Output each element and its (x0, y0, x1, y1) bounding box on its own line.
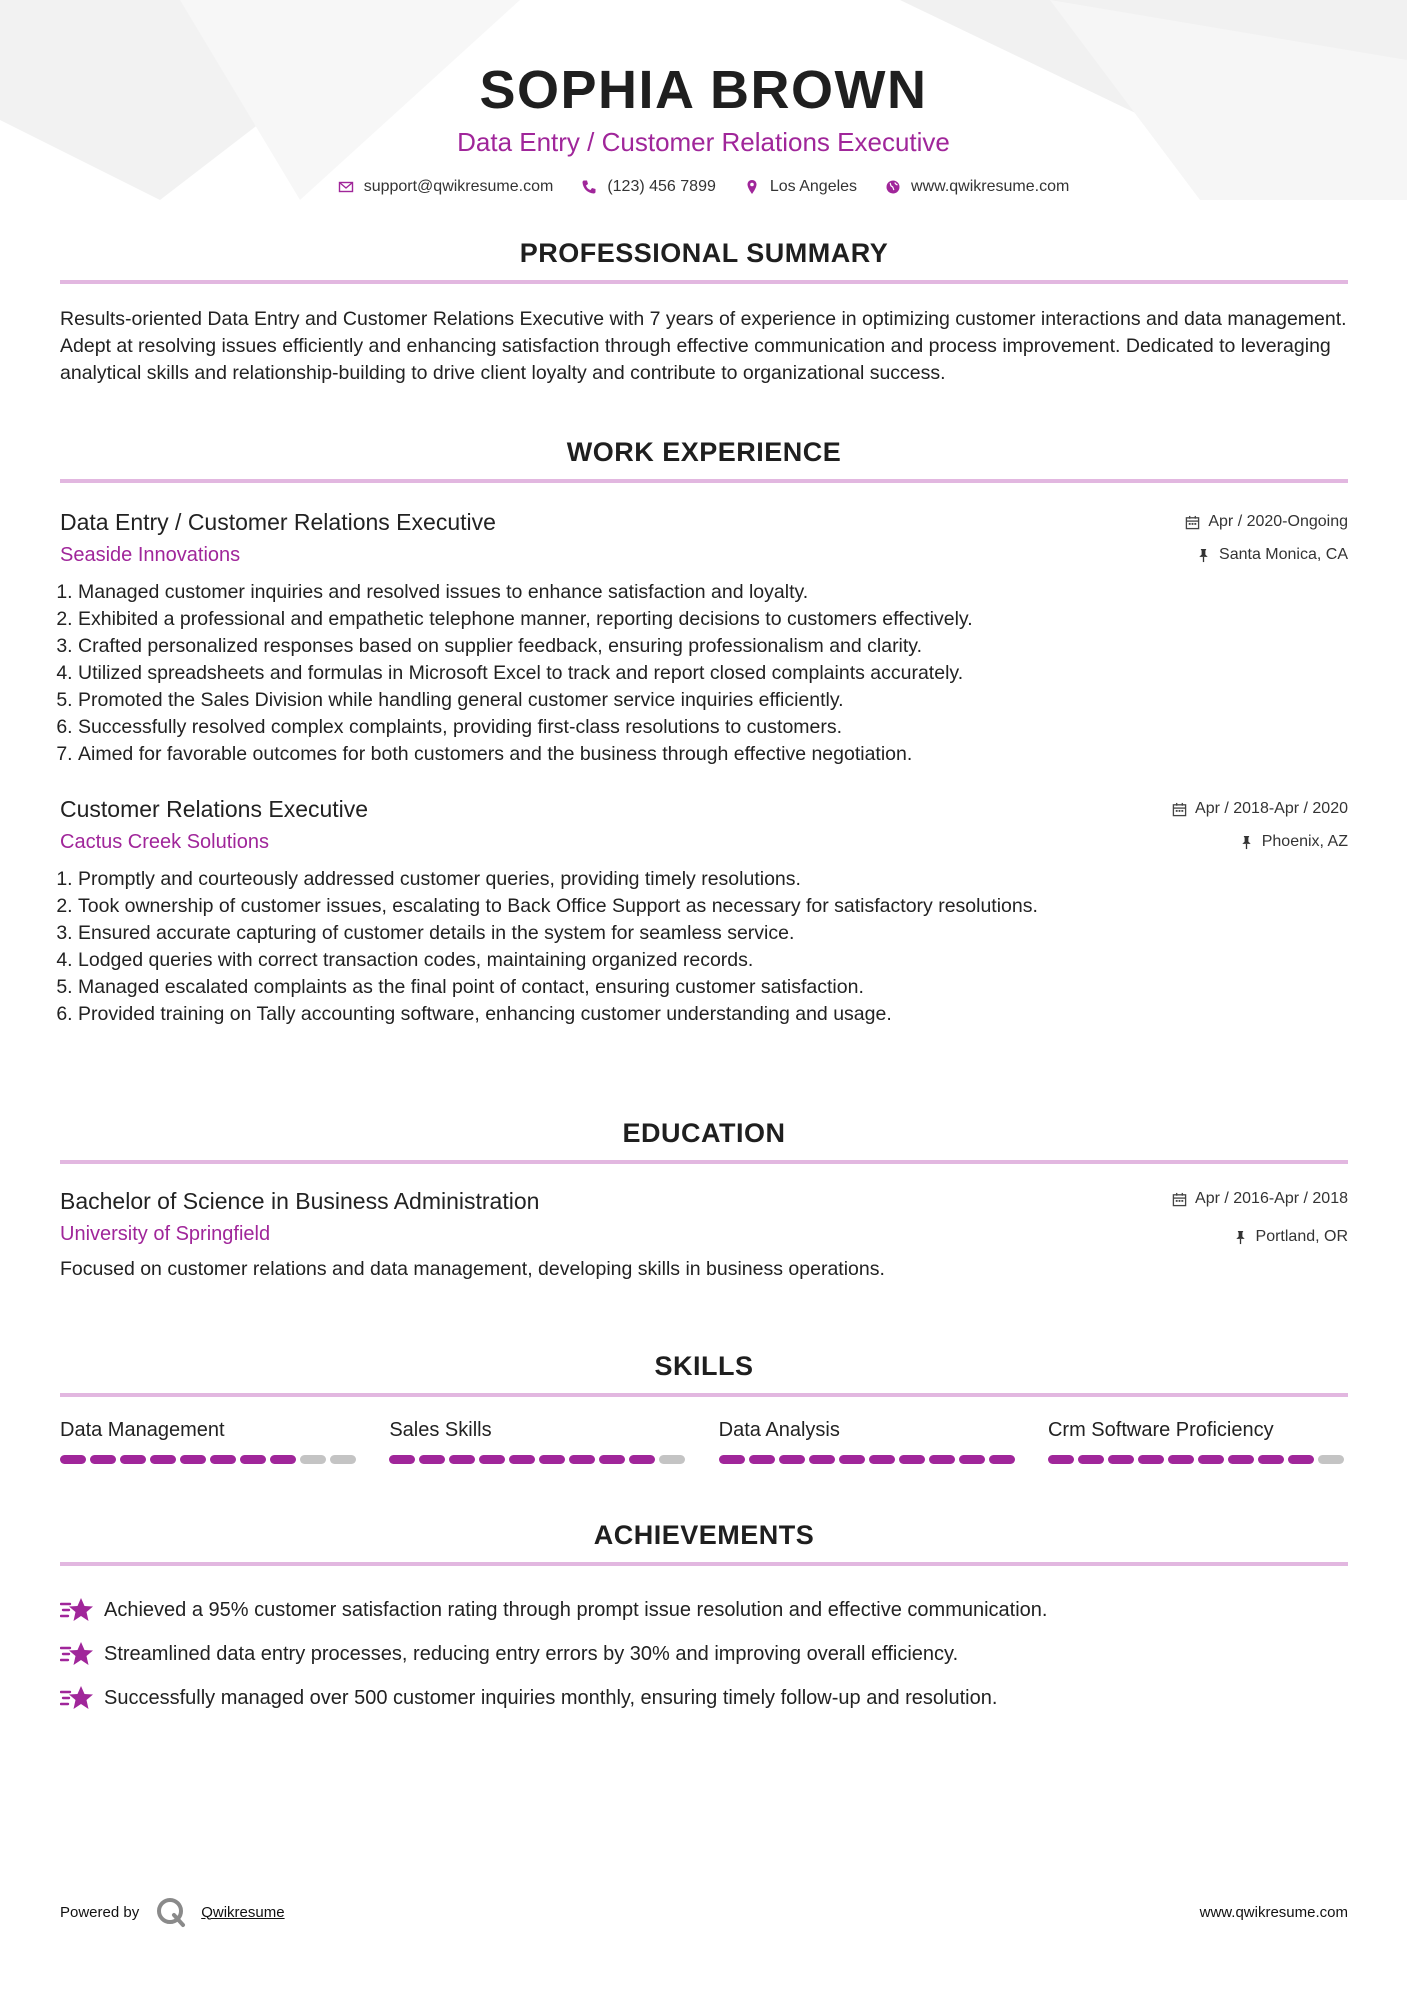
section-divider (60, 280, 1348, 284)
skill-name: Data Analysis (718, 1419, 840, 1441)
skill-segment-filled (539, 1455, 565, 1464)
skill-segment-filled (899, 1455, 925, 1464)
skills-heading: SKILLS (654, 1351, 754, 1381)
skill-segment-filled (779, 1455, 805, 1464)
skill-segment-filled (210, 1455, 236, 1464)
skill-segment-filled (749, 1455, 775, 1464)
skill-segment-filled (1078, 1455, 1104, 1464)
skill-segment-filled (389, 1455, 415, 1464)
list-item: 3. Crafted personalized responses based on supplier feedback, ensuring professionalism and clarity. (78, 633, 1348, 660)
section-divider (60, 1562, 1348, 1566)
job-company: Seaside Innovations (60, 544, 241, 566)
powered-by (60, 1896, 285, 1928)
skill-item (60, 1417, 360, 1464)
globe-icon (885, 179, 901, 195)
skill-segment-filled (90, 1455, 116, 1464)
skill-segment-filled (869, 1455, 895, 1464)
skill-segment-filled (959, 1455, 985, 1464)
job-title: Data Entry / Customer Relations Executive (60, 509, 496, 535)
achievements-list (60, 1588, 1348, 1720)
contact-website[interactable] (885, 178, 1069, 196)
achievement-text: Successfully managed over 500 customer inquiries monthly, ensuring timely follow-up and resolution. (104, 1686, 998, 1709)
achievement-item (60, 1588, 1348, 1632)
list-item: 3. Ensured accurate capturing of customer details in the system for seamless service. (78, 920, 1348, 947)
achievement-item (60, 1632, 1348, 1676)
skill-segment-filled (599, 1455, 625, 1464)
skill-segment-filled (419, 1455, 445, 1464)
calendar-icon (1172, 1192, 1187, 1207)
job-entry (60, 507, 1348, 768)
candidate-name: SOPHIA BROWN (479, 60, 928, 120)
education-description: Focused on customer relations and data management, developing skills in business operations. (60, 1258, 885, 1280)
skill-segment-filled (60, 1455, 86, 1464)
skill-segment-empty (330, 1455, 356, 1464)
skill-item (1048, 1417, 1348, 1464)
skills-row (60, 1417, 1348, 1464)
education-dates (1172, 1189, 1348, 1209)
education-location (1172, 1227, 1348, 1247)
job-dates (1185, 512, 1348, 532)
list-item: 4. Utilized spreadsheets and formulas in Microsoft Excel to track and report closed complaints accurately. (78, 660, 1348, 687)
job-location-text: Phoenix, AZ (1261, 833, 1348, 850)
phone-icon (581, 179, 597, 195)
job-dates (1172, 799, 1348, 819)
page-footer (60, 1896, 1348, 1928)
list-item: 6. Provided training on Tally accounting software, enhancing customer understanding and usage. (78, 1001, 1348, 1028)
list-item: 5. Promoted the Sales Division while handling general customer service inquiries efficiently. (78, 687, 1348, 714)
calendar-icon (1185, 515, 1200, 530)
email-text: support@qwikresume.com (363, 178, 554, 195)
calendar-icon (1172, 802, 1187, 817)
summary-heading: PROFESSIONAL SUMMARY (519, 238, 889, 268)
education-entry (60, 1186, 1348, 1283)
skill-name: Data Management (60, 1419, 225, 1441)
skill-segment-filled (629, 1455, 655, 1464)
job-dates-text: Apr / 2018-Apr / 2020 (1195, 800, 1348, 817)
job-title: Customer Relations Executive (60, 796, 369, 822)
skill-segment-filled (1258, 1455, 1284, 1464)
job-meta (1172, 799, 1348, 852)
skill-item (719, 1417, 1019, 1464)
star-icon (60, 1684, 94, 1712)
skill-segment-filled (1288, 1455, 1314, 1464)
skill-segment-filled (929, 1455, 955, 1464)
skill-segment-empty (300, 1455, 326, 1464)
contact-row (0, 178, 1407, 196)
skill-segment-filled (719, 1455, 745, 1464)
achievement-text: Streamlined data entry processes, reducing entry errors by 30% and improving overall efficiency. (104, 1642, 959, 1665)
list-item: 7. Aimed for favorable outcomes for both customers and the business through effective negotiation. (78, 741, 1348, 768)
skill-segment-filled (1228, 1455, 1254, 1464)
section-divider (60, 1393, 1348, 1397)
star-icon (60, 1596, 94, 1624)
skill-segment-filled (1168, 1455, 1194, 1464)
location-text: Los Angeles (769, 178, 858, 195)
footer-website[interactable]: www.qwikresume.com (1199, 1903, 1348, 1921)
powered-by-text: Powered by (60, 1903, 140, 1921)
education-location-text: Portland, OR (1255, 1228, 1348, 1245)
star-icon (60, 1640, 94, 1668)
list-item: 1. Promptly and courteously addressed customer queries, providing timely resolutions. (78, 866, 1348, 893)
skill-segment-filled (989, 1455, 1015, 1464)
contact-email[interactable] (338, 178, 554, 196)
skill-segment-filled (479, 1455, 505, 1464)
list-item: 2. Exhibited a professional and empathetic telephone manner, reporting decisions to customers effectively. (78, 606, 1348, 633)
skill-level-bar (719, 1455, 1019, 1464)
skill-segment-filled (839, 1455, 865, 1464)
map-pin-icon (744, 179, 760, 195)
job-dates-text: Apr / 2020-Ongoing (1208, 513, 1348, 530)
skill-segment-filled (449, 1455, 475, 1464)
skill-segment-empty (659, 1455, 685, 1464)
pushpin-icon (1233, 1230, 1248, 1245)
skill-segment-filled (809, 1455, 835, 1464)
resume-header (0, 0, 1407, 196)
section-divider (60, 479, 1348, 483)
achievements-heading: ACHIEVEMENTS (593, 1520, 815, 1550)
skill-name: Sales Skills (389, 1419, 492, 1441)
qwikresume-link[interactable]: Qwikresume (201, 1903, 285, 1921)
job-company: Cactus Creek Solutions (60, 831, 269, 853)
job-location (1185, 545, 1348, 565)
pushpin-icon (1196, 548, 1211, 563)
achievements-section (60, 1518, 1348, 1720)
skill-level-bar (60, 1455, 360, 1464)
job-entry (60, 794, 1348, 1028)
skill-segment-empty (1318, 1455, 1344, 1464)
skill-segment-filled (1138, 1455, 1164, 1464)
job-duties (60, 866, 1348, 1028)
envelope-icon (338, 179, 354, 195)
skill-level-bar (389, 1455, 689, 1464)
list-item: 5. Managed escalated complaints as the final point of contact, ensuring customer satisfaction. (78, 974, 1348, 1001)
qwikresume-logo-icon (155, 1896, 187, 1928)
job-meta (1185, 512, 1348, 565)
education-heading: EDUCATION (622, 1118, 786, 1148)
contact-location (744, 178, 857, 196)
job-location-text: Santa Monica, CA (1219, 546, 1348, 563)
website-text: www.qwikresume.com (911, 178, 1070, 195)
contact-phone[interactable] (581, 178, 716, 196)
candidate-title: Data Entry / Customer Relations Executive (457, 127, 950, 157)
list-item: 1. Managed customer inquiries and resolved issues to enhance satisfaction and loyalty. (78, 579, 1348, 606)
skill-segment-filled (569, 1455, 595, 1464)
list-item: 2. Took ownership of customer issues, escalating to Back Office Support as necessary for satisfactory resolutions. (78, 893, 1348, 920)
summary-section (60, 236, 1348, 387)
section-divider (60, 1160, 1348, 1164)
skill-segment-filled (509, 1455, 535, 1464)
achievement-text: Achieved a 95% customer satisfaction rating through prompt issue resolution and effective communication. (104, 1598, 1048, 1621)
school-name: University of Springfield (60, 1223, 271, 1245)
skill-segment-filled (1108, 1455, 1134, 1464)
degree-title: Bachelor of Science in Business Administration (60, 1188, 540, 1214)
job-duties (60, 579, 1348, 768)
summary-text: Results-oriented Data Entry and Customer Relations Executive with 7 years of experience in optimizing customer interactions and data management. Adept at resolving issues efficiently and enhancing satisfaction through effective communication and process improvement. Dedicated to leveraging analytical skills and relationship-building to drive client loyalty and contribute to organizational success. (60, 308, 1347, 384)
job-location (1172, 832, 1348, 852)
skill-segment-filled (150, 1455, 176, 1464)
education-dates-text: Apr / 2016-Apr / 2018 (1195, 1190, 1348, 1207)
skill-segment-filled (180, 1455, 206, 1464)
experience-section (60, 435, 1348, 1028)
pushpin-icon (1239, 835, 1254, 850)
education-meta (1172, 1189, 1348, 1247)
list-item: 4. Lodged queries with correct transaction codes, maintaining organized records. (78, 947, 1348, 974)
skill-segment-filled (240, 1455, 266, 1464)
skill-segment-filled (120, 1455, 146, 1464)
phone-text: (123) 456 7899 (607, 178, 716, 195)
skill-segment-filled (1048, 1455, 1074, 1464)
list-item: 6. Successfully resolved complex complaints, providing first-class resolutions to customers. (78, 714, 1348, 741)
skill-item (389, 1417, 689, 1464)
skill-segment-filled (270, 1455, 296, 1464)
achievement-item (60, 1676, 1348, 1720)
skill-level-bar (1048, 1455, 1348, 1464)
experience-heading: WORK EXPERIENCE (566, 437, 842, 467)
skill-name: Crm Software Proficiency (1047, 1419, 1274, 1441)
skills-section (60, 1349, 1348, 1464)
skill-segment-filled (1198, 1455, 1224, 1464)
education-section (60, 1116, 1348, 1283)
